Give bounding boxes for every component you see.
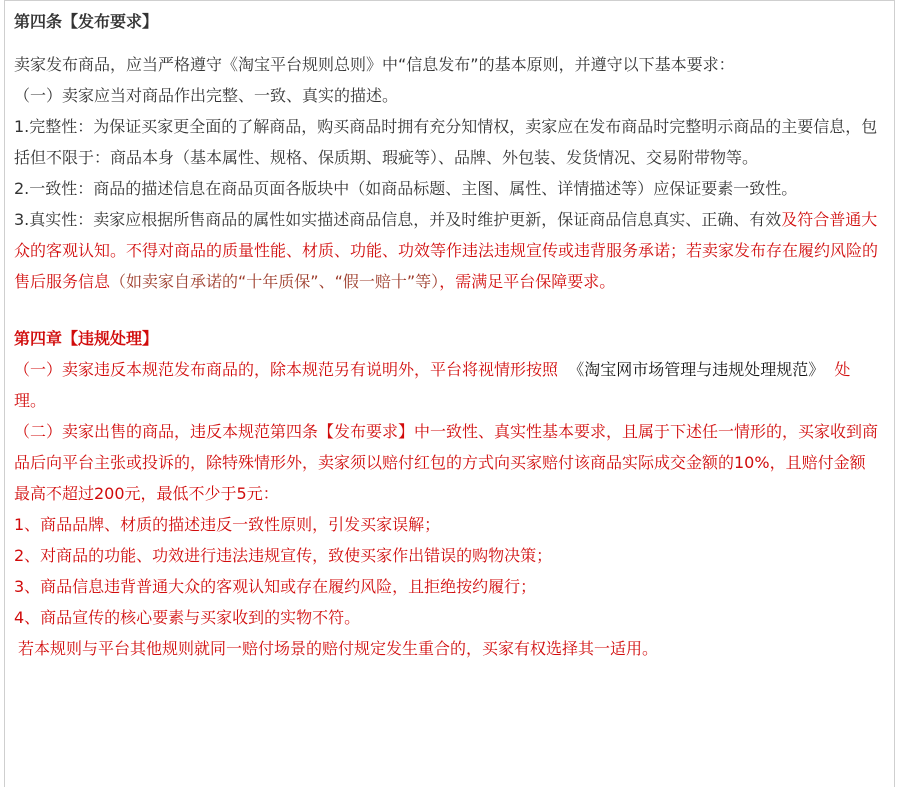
rules-document: [14, 6, 880, 664]
chapter4-item1-text: （一）卖家违反本规范发布商品的，除本规范另有说明外，平台将视情形按照: [14, 360, 559, 379]
chapter4-item2: （二）卖家出售的商品，违反本规范第四条【发布要求】中一致性、真实性基本要求，且属于下述任一情形的，买家收到商品后向平台主张或投诉的，除特殊情形外，卖家须以赔付红包的方式向买家赔付该商品实际成交金额的10%，且赔付金额最高不超过200元，最低不少于5元：: [14, 422, 879, 503]
case-1: 1、商品品牌、材质的描述违反一致性原则，引发买家误解；: [14, 515, 441, 534]
consistency-paragraph: 2.一致性：商品的描述信息在商品页面各版块中（如商品标题、主图、属性、详情描述等）应保证要素一致性。: [14, 179, 798, 198]
market-rules-reference: 《淘宝网市场管理与违规处理规范》: [568, 360, 825, 379]
article4-item1: （一）卖家应当对商品作出完整、一致、真实的描述。: [14, 86, 399, 105]
overlap-note: 若本规则与平台其他规则就同一赔付场景的赔付规定发生重合的，买家有权选择其一适用。: [18, 639, 659, 658]
authenticity-text-c: （如卖家自承诺的“十年质保”、“假一赔十”等）: [110, 272, 440, 291]
case-3: 3、商品信息违背普通大众的客观认知或存在履约风险，且拒绝按约履行；: [14, 577, 537, 596]
chapter4-title: 第四章【违规处理】: [14, 329, 159, 348]
authenticity-text-d: ，需满足平台保障要求。: [439, 272, 616, 291]
case-2: 2、对商品的功能、功效进行违法违规宣传，致使买家作出错误的购物决策；: [14, 546, 553, 565]
authenticity-paragraph: [14, 204, 880, 297]
chapter4-item1-end: 处理。: [14, 360, 851, 410]
chapter4-item1: [14, 354, 880, 416]
case-4: 4、商品宣传的核心要素与买家收到的实物不符。: [14, 608, 361, 627]
article4-intro: 卖家发布商品，应当严格遵守《淘宝平台规则总则》中“信息发布”的基本原则，并遵守以下基本要求：: [14, 55, 735, 74]
authenticity-text-a: 3.真实性：卖家应根据所售商品的属性如实描述商品信息，并及时维护更新，保证商品信息真实、正确、有效: [14, 210, 782, 229]
authenticity-text-b: 及符合普通大众的客观认知。不得对商品的质量性能、材质、功能、功效等作违法违规宣传或违背服务承诺；若卖家发布存在履约风险的售后服务信息: [14, 210, 879, 291]
completeness-paragraph: 1.完整性：为保证买家更全面的了解商品，购买商品时拥有充分知情权，卖家应在发布商品时完整明示商品的主要信息，包括但不限于：商品本身（基本属性、规格、保质期、瑕疵等）、品牌、外包装、发货情况、交易附带物等。: [14, 117, 878, 167]
article4-title: 第四条【发布要求】: [14, 12, 159, 31]
